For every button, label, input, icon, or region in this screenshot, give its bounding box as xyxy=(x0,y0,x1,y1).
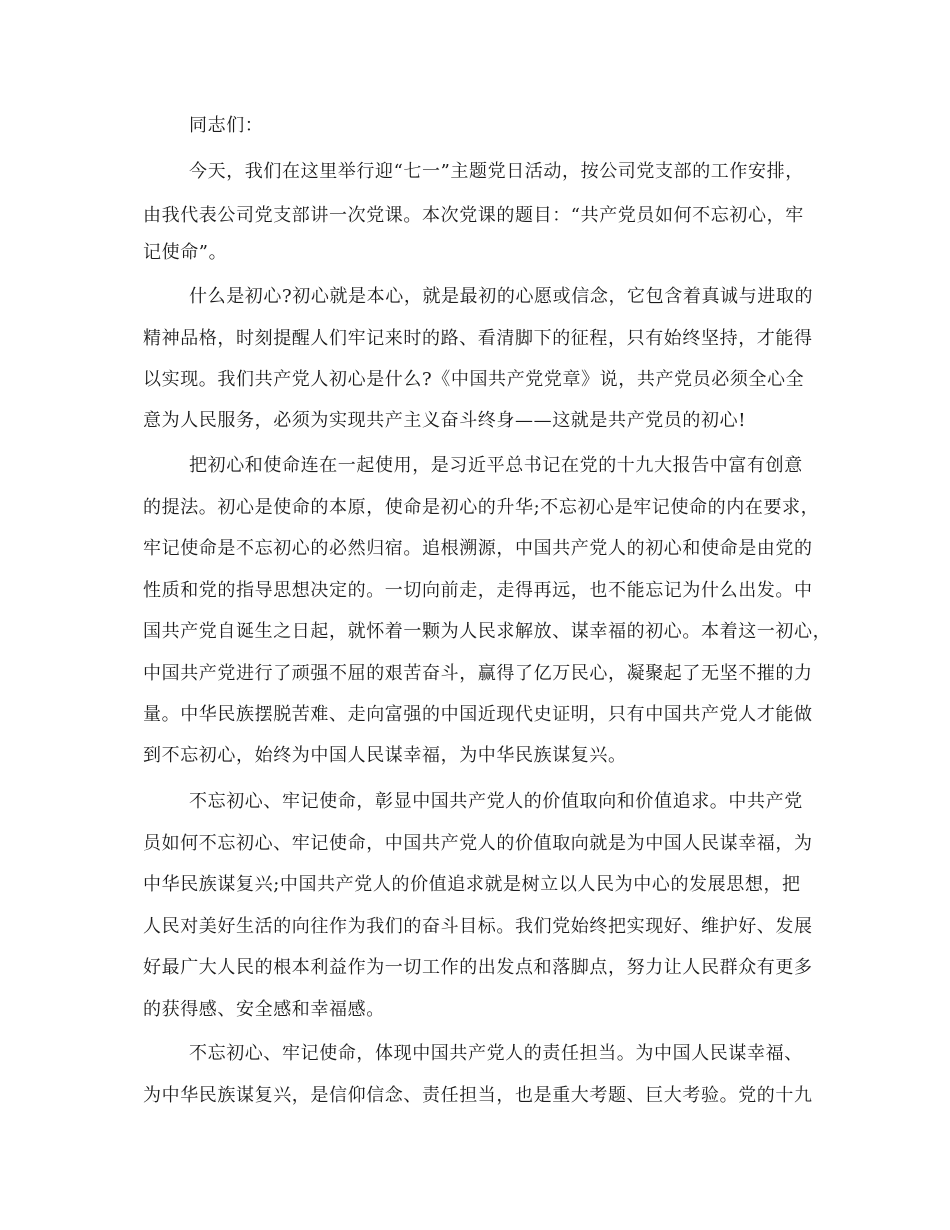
paragraph-1-line-2: 由我代表公司党支部讲一次党课。本次党课的题目：“共产党员如何不忘初心，牢 xyxy=(143,205,804,226)
paragraph-3-line-2: 的提法。初心是使命的本原，使命是初心的升华;不忘初心是牢记使命的内在要求， xyxy=(143,497,820,518)
paragraph-4-line-6: 的获得感、安全感和幸福感。 xyxy=(143,999,385,1020)
paragraph-3-line-1: 把初心和使命连在一起使用，是习近平总书记在党的十九大报告中富有创意 xyxy=(189,455,803,476)
paragraph-5-line-2: 为中华民族谋复兴，是信仰信念、责任担当，也是重大考题、巨大考验。党的十九 xyxy=(143,1085,813,1106)
paragraph-4-line-2: 员如何不忘初心、牢记使命，中国共产党人的价值取向就是为中国人民谋幸福，为 xyxy=(143,833,813,854)
paragraph-2-line-1: 什么是初心?初心就是本心，就是最初的心愿或信念，它包含着真诚与进取的 xyxy=(189,286,814,307)
paragraph-3-line-6: 中国共产党进行了顽强不屈的艰苦奋斗，赢得了亿万民心，凝聚起了无坚不摧的力 xyxy=(143,663,813,684)
paragraph-2-line-2: 精神品格，时刻提醒人们牢记来时的路、看清脚下的征程，只有始终坚持，才能得 xyxy=(143,328,813,349)
paragraph-3-line-4: 性质和党的指导思想决定的。一切向前走，走得再远，也不能忘记为什么出发。中 xyxy=(143,580,813,601)
paragraph-4-line-3: 中华民族谋复兴;中国共产党人的价值追求就是树立以人民为中心的发展思想，把 xyxy=(143,874,801,895)
paragraph-5-line-1: 不忘初心、牢记使命，体现中国共产党人的责任担当。为中国人民谋幸福、 xyxy=(189,1043,803,1064)
paragraph-4-line-1: 不忘初心、牢记使命，彰显中国共产党人的价值取向和价值追求。中共产党 xyxy=(189,791,803,812)
paragraph-3-line-8: 到不忘初心，始终为中国人民谋幸福，为中华民族谋复兴。 xyxy=(143,745,627,766)
paragraph-3-line-3: 牢记使命是不忘初心的必然归宿。追根溯源，中国共产党人的初心和使命是由党的 xyxy=(143,538,813,559)
paragraph-2-line-3: 以实现。我们共产党人初心是什么?《中国共产党党章》说，共产党员必须全心全 xyxy=(143,369,805,390)
paragraph-3-line-5: 国共产党自诞生之日起，就怀着一颗为人民求解放、谋幸福的初心。本着这一初心， xyxy=(143,621,832,642)
paragraph-3-line-7: 量。中华民族摆脱苦难、走向富强的中国近现代史证明，只有中国共产党人才能做 xyxy=(143,704,813,725)
paragraph-4-line-5: 好最广大人民的根本利益作为一切工作的出发点和落脚点，努力让人民群众有更多 xyxy=(143,957,813,978)
salutation: 同志们： xyxy=(189,115,264,136)
paragraph-4-line-4: 人民对美好生活的向往作为我们的奋斗目标。我们党始终把实现好、维护好、发展 xyxy=(143,916,813,937)
paragraph-1-line-3: 记使命”。 xyxy=(143,242,228,263)
paragraph-1-line-1: 今天，我们在这里举行迎“七一”主题党日活动，按公司党支部的工作安排， xyxy=(189,161,804,182)
paragraph-2-line-4: 意为人民服务，必须为实现共产主义奋斗终身——这就是共产党员的初心! xyxy=(143,410,747,431)
